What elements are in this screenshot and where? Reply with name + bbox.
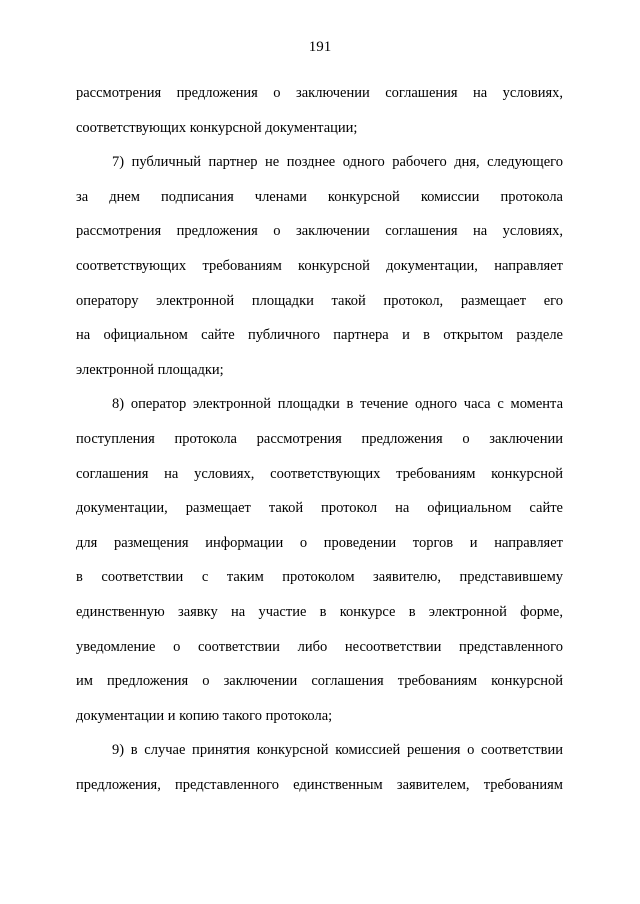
text-line: соответствующих требованиям конкурсной документации, направляет bbox=[76, 257, 563, 274]
text-line: документации и копию такого протокола; bbox=[76, 707, 333, 724]
text-line: оператору электронной площадки такой протокол, размещает его bbox=[76, 292, 563, 309]
text-line: им предложения о заключении соглашения требованиям конкурсной bbox=[76, 673, 563, 690]
paragraph-item-8 bbox=[76, 387, 563, 733]
text-line: уведомление о соответствии либо несоответствии представленного bbox=[76, 638, 563, 655]
text-line: электронной площадки; bbox=[76, 361, 224, 378]
paragraph-item-9 bbox=[76, 733, 563, 802]
text-line: 9) в случае принятия конкурсной комиссией решения о соответствии bbox=[112, 742, 563, 759]
document-body bbox=[76, 76, 563, 802]
text-line: поступления протокола рассмотрения предложения о заключении bbox=[76, 430, 563, 447]
paragraph-item-7 bbox=[76, 145, 563, 387]
text-line: единственную заявку на участие в конкурсе в электронной форме, bbox=[76, 603, 563, 620]
paragraph-continuation bbox=[76, 76, 563, 145]
text-line: за днем подписания членами конкурсной комиссии протокола bbox=[76, 188, 563, 205]
page-number: 191 bbox=[308, 39, 332, 55]
text-line: на официальном сайте публичного партнера и в открытом разделе bbox=[76, 327, 563, 344]
text-line: рассмотрения предложения о заключении соглашения на условиях, bbox=[76, 223, 563, 240]
text-line: документации, размещает такой протокол на официальном сайте bbox=[76, 500, 563, 517]
text-line: предложения, представленного единственным заявителем, требованиям bbox=[76, 776, 563, 793]
text-line: для размещения информации о проведении торгов и направляет bbox=[76, 534, 563, 551]
text-line: рассмотрения предложения о заключении соглашения на условиях, bbox=[76, 85, 563, 101]
text-line: в соответствии с таким протоколом заявителю, представившему bbox=[76, 569, 563, 586]
text-line: соответствующих конкурсной документации; bbox=[76, 119, 358, 136]
text-line: соглашения на условиях, соответствующих требованиям конкурсной bbox=[76, 465, 563, 482]
text-line: 8) оператор электронной площадки в течение одного часа с момента bbox=[112, 396, 563, 413]
text-line: 7) публичный партнер не позднее одного рабочего дня, следующего bbox=[112, 154, 563, 171]
